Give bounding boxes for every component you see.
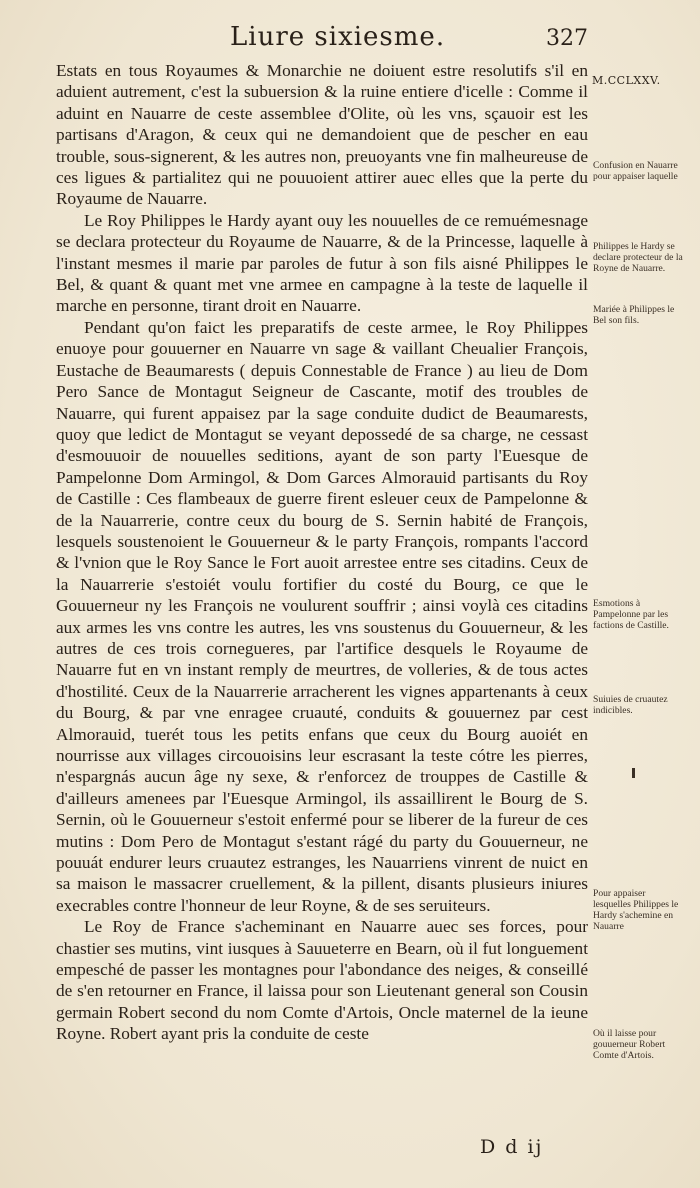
margin-note-lieutenant: Où il laisse pour gouuerneur Robert Comte d'Artois. — [593, 1028, 666, 1061]
margin-note-cruautez: Suiuies de cruautez indicibles. — [593, 694, 668, 716]
paragraph-2: Le Roy Philippes le Hardy ayant ouy les nouuelles de ce remuémesnage se declara protecteur du Royaume de Nauarre, & de la Princesse, laquelle à l'instant mesmes il marie par paroles de futur à son fils aisné Philippes le Bel, & quant & quant met vne armee en campagne à la teste de laquelle il marche en personne, tirant droit en Nauarre. — [56, 210, 588, 316]
year-marginal: M.CCLXXV. — [592, 74, 661, 87]
running-head: Liure sixiesme. — [230, 22, 446, 52]
margin-note-protecteur: Philippes le Hardy se declare protecteur de la Royne de Nauarre. — [593, 241, 683, 274]
gathering-signature: D d ij — [480, 1136, 544, 1158]
margin-note-appaiser: Pour appaiser lesquelles Philippes le Hardy s'achemine en Nauarre — [593, 888, 679, 932]
paragraph-1: Estats en tous Royaumes & Monarchie ne doiuent estre resolutifs s'il en aduient autrement, c'est la subuersion & la ruine entiere d'icelle : Comme il aduint en Nauarre de ceste assemblee d'Olite, où les vns, sçauoir est les partisans d'Aragon, & ceux qui ne demandoient que de pescher en eau trouble, sous-signerent, & les autres non, preuoyants vne fin malheureuse de ces ligues & partialitez qui ne pouuoient attirer auec elles que la perte du Royaume de Nauarre. — [56, 61, 588, 209]
margin-mark — [632, 768, 635, 778]
margin-note-mariee: Mariée à Philippes le Bel son fils. — [593, 304, 675, 326]
margin-note-esmotions: Esmotions à Pampelonne par les factions de Castille. — [593, 598, 669, 631]
paragraph-4: Le Roy de France s'acheminant en Nauarre auec ses forces, pour chastier ses mutins, vint iusques à Sauueterre en Bearn, où il fut longuement empesché de passer les montagnes pour l'abondance des neiges, & conseillé de s'en retourner en France, il laissa pour son Lieutenant general son Cousin germain Robert second du nom Comte d'Artois, Oncle maternel de la ieune Royne. Robert ayant pris la conduite de ceste — [56, 917, 588, 1044]
page-number: 327 — [546, 26, 588, 51]
main-text-column — [56, 60, 588, 1045]
paragraph-3: Pendant qu'on faict les preparatifs de ceste armee, le Roy Philippes enuoye pour gouuerner en Nauarre vn sage & vaillant Cheualier François, Eustache de Beaumarests ( depuis Connestable de France ) au lieu de Dom Pero Sance de Montagut Seigneur de Cascante, motif des troubles de Nauarre, qui furent appaisez par la sage conduite dudict de Beaumarests, quoy que ledict de Montagut se veyant depossedé de sa charge, ne cessast d'esmouuoir de nouuelles seditions, ayant de son party l'Euesque de Pampelonne Dom Armingol, & Dom Garces Almorauid partisants du Roy de Castille : Ces flambeaux de guerre firent esleuer ceux de Pampelonne & de la Nauarrerie, contre ceux du bourg de S. Sernin habité de François, lesquels soustenoient le Gouuerneur & le party François, rompants l'accord & l'vnion que le Roy Sance le Fort auoit arrestee entre ses citadins. Ceux de la Nauarrerie s'estoiét voulu fortifier du costé du Bourg, ce que le Gouuerneur ny les François ne voulurent souffrir ; ainsi voylà ces citadins aux armes les vns contre les autres, les vns soustenus du Gouuerneur, & les autres de ces trois cornegueres, par l'artifice desquels le Royaume de Nauarre fut en vn instant remply de meurtres, de volleries, & de tous actes d'hostilité. Ceux de la Nauarrerie arracherent les vignes appartenants à ceux du Bourg, & par vne enragee cruauté, conduits & gouuernez par cest Almorauid, tuerét tous les petits enfans que ceux du Bourg auoiét en nourrisse aux villages circouoisins leur escrasant la teste cótre les pierres, n'espargnás aucun âge ny sexe, & r'enforcez de trouppes de Castille & d'ailleurs amenees par l'Euesque Armingol, ils assaillirent le Bourg de S. Sernin, où le Gouuerneur s'estoit enfermé pour se liberer de la fureur de ces mutins : Dom Pero de Montagut s'estant rágé du party du Gouuerneur, ne pouuát endurer leurs cruautez estranges, les Nauarriens vinrent de nuict en sa maison le massacrer cruellement, & la pillent, disants plusieurs iniures execrables contre l'honneur de leur Royne, & de ses seruiteurs. — [56, 317, 588, 915]
margin-note-confusion: Confusion en Nauarre pour appaiser laquelle — [593, 160, 678, 182]
